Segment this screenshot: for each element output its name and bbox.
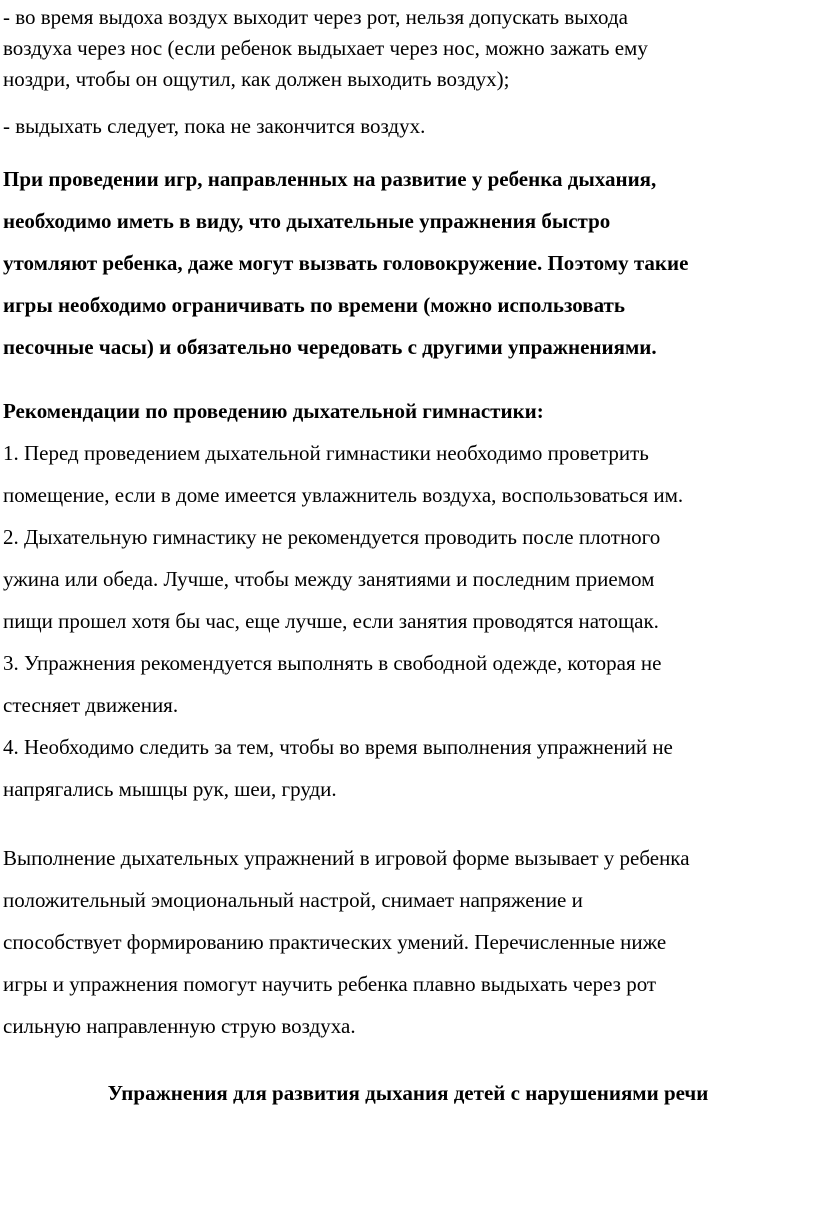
section-title-text: Упражнения для развития дыхания детей с нарушениями речи <box>107 1081 709 1105</box>
list-item: ужина или обеда. Лучше, чтобы между занятиями и последним приемом <box>3 567 655 591</box>
text-line: способствует формированию практических умений. Перечисленные ниже <box>3 930 667 954</box>
games-paragraph <box>3 837 813 1047</box>
exhale-paragraph <box>3 111 813 142</box>
list-item: стесняет движения. <box>3 693 179 717</box>
text-line: Выполнение дыхательных упражнений в игровой форме вызывает у ребенка <box>3 846 690 870</box>
warning-paragraph <box>3 158 813 368</box>
list-item: 1. Перед проведением дыхательной гимнастики необходимо проветрить <box>3 441 649 465</box>
text-line: ноздри, чтобы он ощутил, как должен выходить воздух); <box>3 67 510 91</box>
text-line: необходимо иметь в виду, что дыхательные упражнения быстро <box>3 209 611 233</box>
list-item: помещение, если в доме имеется увлажнитель воздуха, воспользоваться им. <box>3 483 684 507</box>
text-line: воздуха через нос (если ребенок выдыхает через нос, можно зажать ему <box>3 36 648 60</box>
text-line: - выдыхать следует, пока не закончится воздух. <box>3 114 426 138</box>
recommendations-heading: Рекомендации по проведению дыхательной гимнастики: <box>3 399 544 423</box>
text-line: утомляют ребенка, даже могут вызвать головокружение. Поэтому такие <box>3 251 689 275</box>
section-title <box>3 1072 813 1114</box>
text-line: игры необходимо ограничивать по времени (можно использовать <box>3 293 625 317</box>
list-item: 3. Упражнения рекомендуется выполнять в свободной одежде, которая не <box>3 651 662 675</box>
list-item: 4. Необходимо следить за тем, чтобы во время выполнения упражнений не <box>3 735 673 759</box>
text-line: сильную направленную струю воздуха. <box>3 1014 356 1038</box>
text-line: игры и упражнения помогут научить ребенка плавно выдыхать через рот <box>3 972 657 996</box>
text-line: - во время выдоха воздух выходит через рот, нельзя допускать выхода <box>3 5 628 29</box>
list-item: 2. Дыхательную гимнастику не рекомендуется проводить после плотного <box>3 525 661 549</box>
text-line: При проведении игр, направленных на развитие у ребенка дыхания, <box>3 167 657 191</box>
list-item: пищи прошел хотя бы час, еще лучше, если занятия проводятся натощак. <box>3 609 659 633</box>
text-line: песочные часы) и обязательно чередовать с другими упражнениями. <box>3 335 657 359</box>
recommendations-section <box>3 390 813 810</box>
list-item: напрягались мышцы рук, шеи, груди. <box>3 777 337 801</box>
intro-paragraph <box>3 2 813 95</box>
text-line: положительный эмоциональный настрой, снимает напряжение и <box>3 888 583 912</box>
